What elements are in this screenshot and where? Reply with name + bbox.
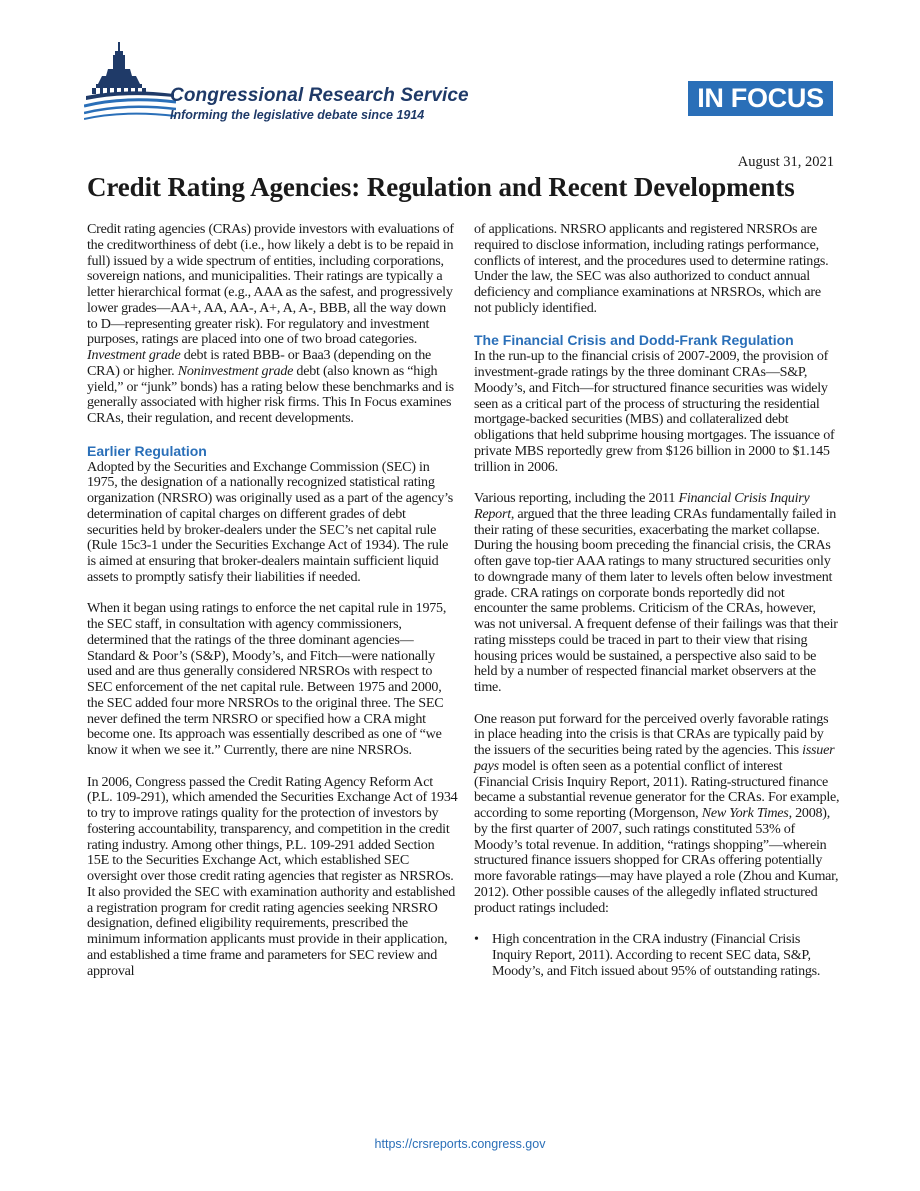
text-span: Credit rating agencies (CRAs) provide investors with evaluations of the creditworthiness of debt (i.e., how likely a debt is to be repaid in full) issued by a wide spectrum of entities, including corporations, sovereign nations, and municipalities. Their ratings are typically a letter hierarchical format (e.g., AAA as the safest, and progressively lower grades—AA+, AA, AA-, A+, A, A-, BBB, all the way down to D—representing greater risk). For regulatory and investment purposes, ratings are placed into one of two broad categories.	[87, 221, 454, 348]
body-paragraph: Adopted by the Securities and Exchange Commission (SEC) in 1975, the designation of a nationally recognized statistical rating organization (NRSRO) was originally used as a part of the agency’s determination of capital charges on different grades of debt securities held by broker-dealers under the SEC’s net capital rule (Rule 15c3-1 under the Securities Exchange Act of 1934). The rule is aimed at ensuring that broker-dealers maintain sufficient liquid assets to promptly satisfy their liabilities if needed.	[87, 458, 454, 585]
report-date: August 31, 2021	[737, 154, 834, 170]
emphasis-issuer-pays: issuer pays	[474, 742, 835, 774]
text-span: , 2008), by the first quarter of 2007, such ratings constituted 53% of Moody’s total revenue. In addition, “ratings shopping”—wherein structured finance issuers shopped for CRAs offering potentially more favorable ratings—may have played a role (Zhou and Kumar, 2012). Other possible causes of the allegedly inflated structured product ratings included:	[474, 805, 839, 916]
list-item: • High concentration in the CRA industry (Financial Crisis Inquiry Report, 2011). According to recent SEC data, S&P, Moody’s, and Fitch issued about 95% of outstanding ratings.	[474, 932, 840, 979]
body-paragraph: In 2006, Congress passed the Credit Rating Agency Reform Act (P.L. 109-291), which amended the Securities Exchange Act of 1934 to try to improve ratings quality for the protection of investors by fostering accountability, transparency, and competition in the credit rating industry. Among other things, P.L. 109-291 added Section 15E to the Securities Exchange Act, which established SEC oversight over those credit rating agencies that register as NRSROs. It also provided the SEC with examination authority and established a registration program for credit rating agencies seeking NRSRO designation, defined eligibility requirements, prescribed the minimum information applicants must provide in their application, and established a time frame and parameters for SEC review and approval	[87, 773, 458, 979]
page-header	[0, 0, 920, 140]
text-span: debt (also known as “high yield,” or “junk” bonds) has a rating below these benchmarks and is generally associated with higher risk firms. This In Focus examines CRAs, their regulation, and recent developments.	[87, 362, 454, 426]
text-span: model is often seen as a potential conflict of interest (Financial Crisis Inquiry Report, 2011). Rating-structured finance became a substantial revenue generator for the CRAs. For example, according to some reporting (Morgenson,	[474, 757, 840, 821]
capitol-dome-logo-icon	[84, 36, 176, 120]
emphasis-noninvestment-grade: Noninvestment grade	[177, 362, 294, 379]
intro-paragraph	[87, 222, 459, 427]
body-paragraph	[474, 712, 840, 917]
body-paragraph: In the run-up to the financial crisis of 2007-2009, the provision of investment-grade ratings by the three dominant CRAs—S&P, Moody’s, and Fitch—for structured finance securities was widely seen as a critical part of the process of structuring the residential mortgage-backed securities (MBS) and collateralized debt obligations that held subprime housing mortgages. The issuance of private MBS reportedly grew from $126 billion in 2000 to $1.145 trillion in 2006.	[474, 348, 835, 475]
org-name: Congressional Research Service	[170, 85, 469, 106]
left-column	[87, 222, 459, 995]
text-span: One reason put forward for the perceived overly favorable ratings in place heading into the crisis is that CRAs are typically paid by the issuers of the securities being rated by the agencies. This	[474, 710, 829, 758]
page-title: Credit Rating Agencies: Regulation and Recent Developments	[87, 172, 795, 202]
in-focus-badge: IN FOCUS	[688, 81, 833, 116]
right-column	[474, 222, 840, 979]
body-paragraph: When it began using ratings to enforce the net capital rule in 1975, the SEC staff, in consultation with agency commissioners, determined that the ratings of the three dominant agencies—Standard & Poor’s (S&P), Moody’s, and Fitch—were nationally used and are thus generally considered NRSROs with respect to SEC enforcement of the net capital rule. Between 1975 and 2000, the SEC added four more NRSROs to the original three. The SEC never defined the term NRSRO or specified how a CRA might become one. Its approach was essentially described as one of “we know it when we see it.” Currently, there are nine NRSROs.	[87, 600, 447, 758]
emphasis-investment-grade: Investment grade	[87, 347, 181, 363]
bullet-list	[474, 932, 840, 979]
body-paragraph	[474, 491, 840, 696]
text-span: , argued that the three leading CRAs fundamentally failed in their rating of these securities, exacerbating the market collapse. During the housing boom preceding the financial crisis, the CRAs often gave top-tier AAA ratings to many structured securities only to downgrade many of them later to levels often below investment grade. CRA ratings on corporate bonds reportedly did not encounter the same problems. Criticism of the CRAs, however, was not universal. A frequent defense of their failings was that their rating missteps could be traced in part to their view that rising housing prices would be sustained, a perspective also said to be held by a number of respected financial market observers at the time.	[474, 505, 838, 695]
text-span: Various reporting, including the 2011	[474, 490, 679, 506]
section-heading-financial-crisis: The Financial Crisis and Dodd-Frank Regulation	[474, 332, 794, 349]
emphasis-newspaper: New York Times	[701, 805, 789, 821]
footer-url-link[interactable]: https://crsreports.congress.gov	[374, 1137, 546, 1151]
emphasis-report-title: Financial Crisis Inquiry Report	[474, 490, 810, 522]
text-span: debt is rated BBB- or Baa3 (depending on the CRA) or higher.	[87, 347, 432, 379]
org-tagline: Informing the legislative debate since 1914	[170, 108, 425, 122]
section-heading-earlier-regulation: Earlier Regulation	[87, 442, 207, 459]
body-paragraph: of applications. NRSRO applicants and registered NRSROs are required to disclose information, including ratings performance, conflicts of interest, and the procedures used to determine ratings. Under the law, the SEC was also authorized to conduct annual deficiency and compliance examinations at NRSROs, which are not publicly identified.	[474, 221, 829, 316]
